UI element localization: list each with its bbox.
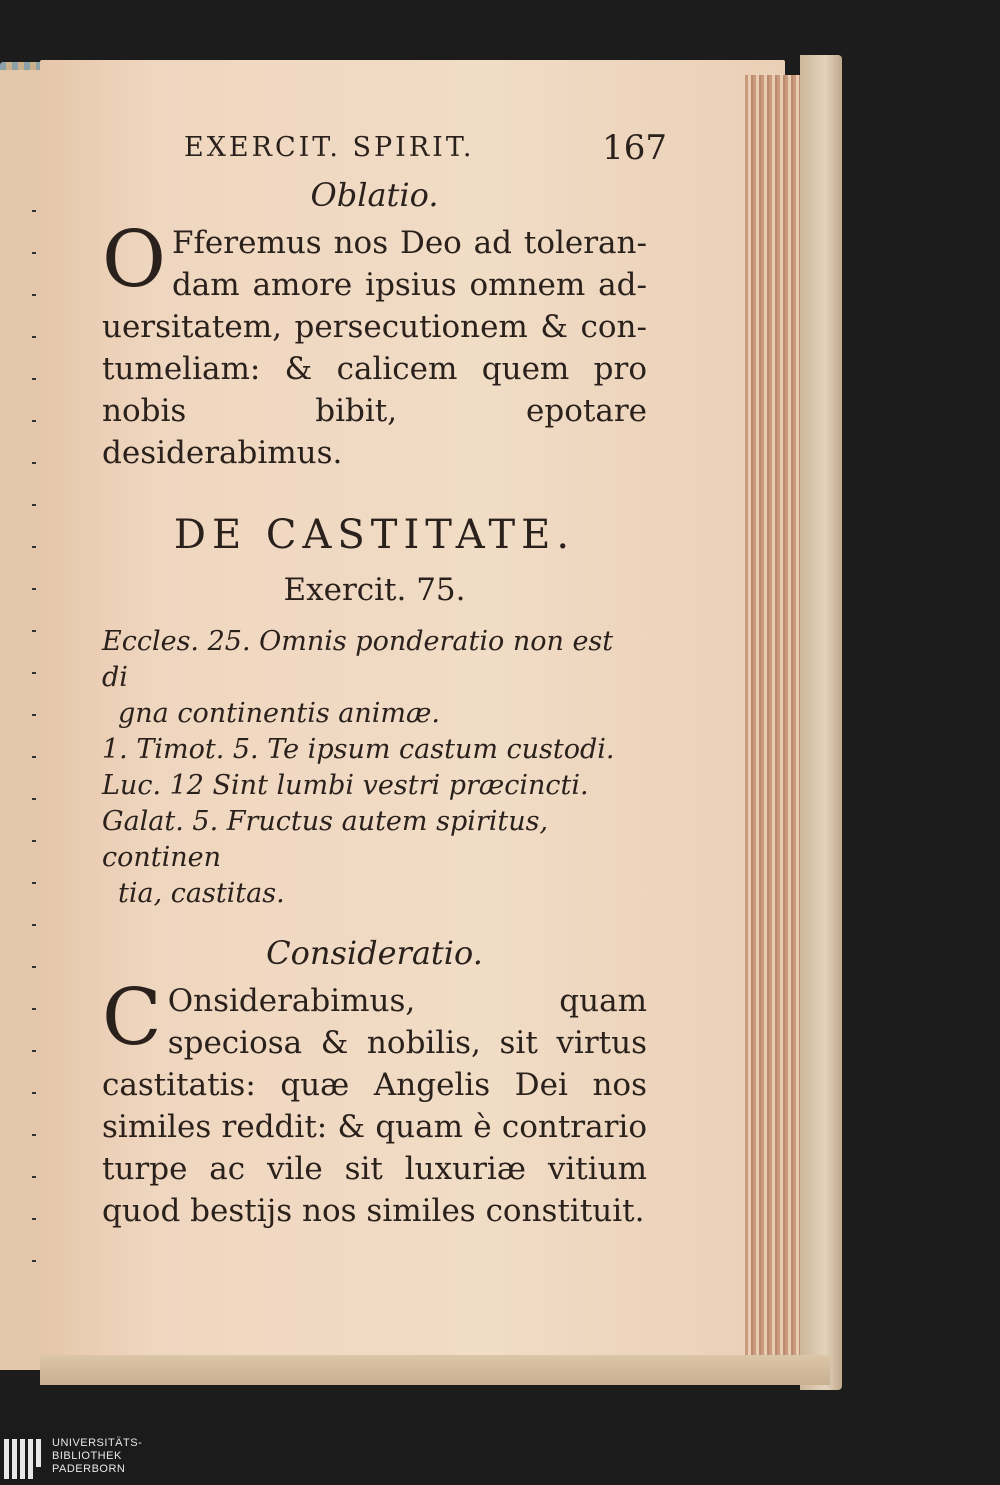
running-head: EXERCIT. SPIRIT. [184,132,475,163]
oblatio-text: Fferemus nos Deo ad tolerandam amore ipsius omnem aduersitatem, persecutionem & contumeliam: & calicem quem pro nobis bibit, epotare desiderabimus. [102,225,647,471]
scripture-quotes [102,624,647,912]
book-cover-edge [800,55,842,1390]
consideratio-text: Onsiderabimus, quam speciosa & nobilis, sit virtus castitatis: quæ Angelis Dei nos similes reddit: & quam è contrario turpe ac vile sit luxuriæ vitium quod bestijs nos similes constituit. [102,983,647,1229]
quote-line: gna continentis animæ. [118,698,440,729]
quote-line: Luc. 12 Sint lumbi vestri præcincti. [102,770,589,801]
library-logo-icon [4,1439,44,1479]
quote-line: Eccles. 25. Omnis ponderatio non est di [102,626,614,693]
oblatio-heading: Oblatio. [310,176,439,214]
page-edges [745,75,800,1365]
page-text [102,128,667,1232]
quote-line: Galat. 5. Fructus autem spiritus, continen [102,806,549,873]
exercit-number: Exercit. 75. [283,572,466,608]
quote-line: 1. Timot. 5. Te ipsum castum custodi. [102,734,615,765]
bottom-board [40,1355,830,1385]
page-header [102,128,667,172]
quote-line: tia, castitas. [118,878,285,909]
library-logo [0,1433,1000,1485]
consideratio-dropcap: C [102,973,162,1063]
consideratio-paragraph [102,973,647,1232]
consideratio-heading: Consideratio. [266,934,483,972]
oblatio-dropcap: O [102,215,166,305]
oblatio-paragraph [102,215,647,474]
library-logo-text: UNIVERSITÄTS- BIBLIOTHEK PADERBORN [52,1437,143,1475]
page-number: 167 [602,128,667,168]
section-title: DE CASTITATE. [173,512,576,558]
left-page-edge [0,70,44,1370]
